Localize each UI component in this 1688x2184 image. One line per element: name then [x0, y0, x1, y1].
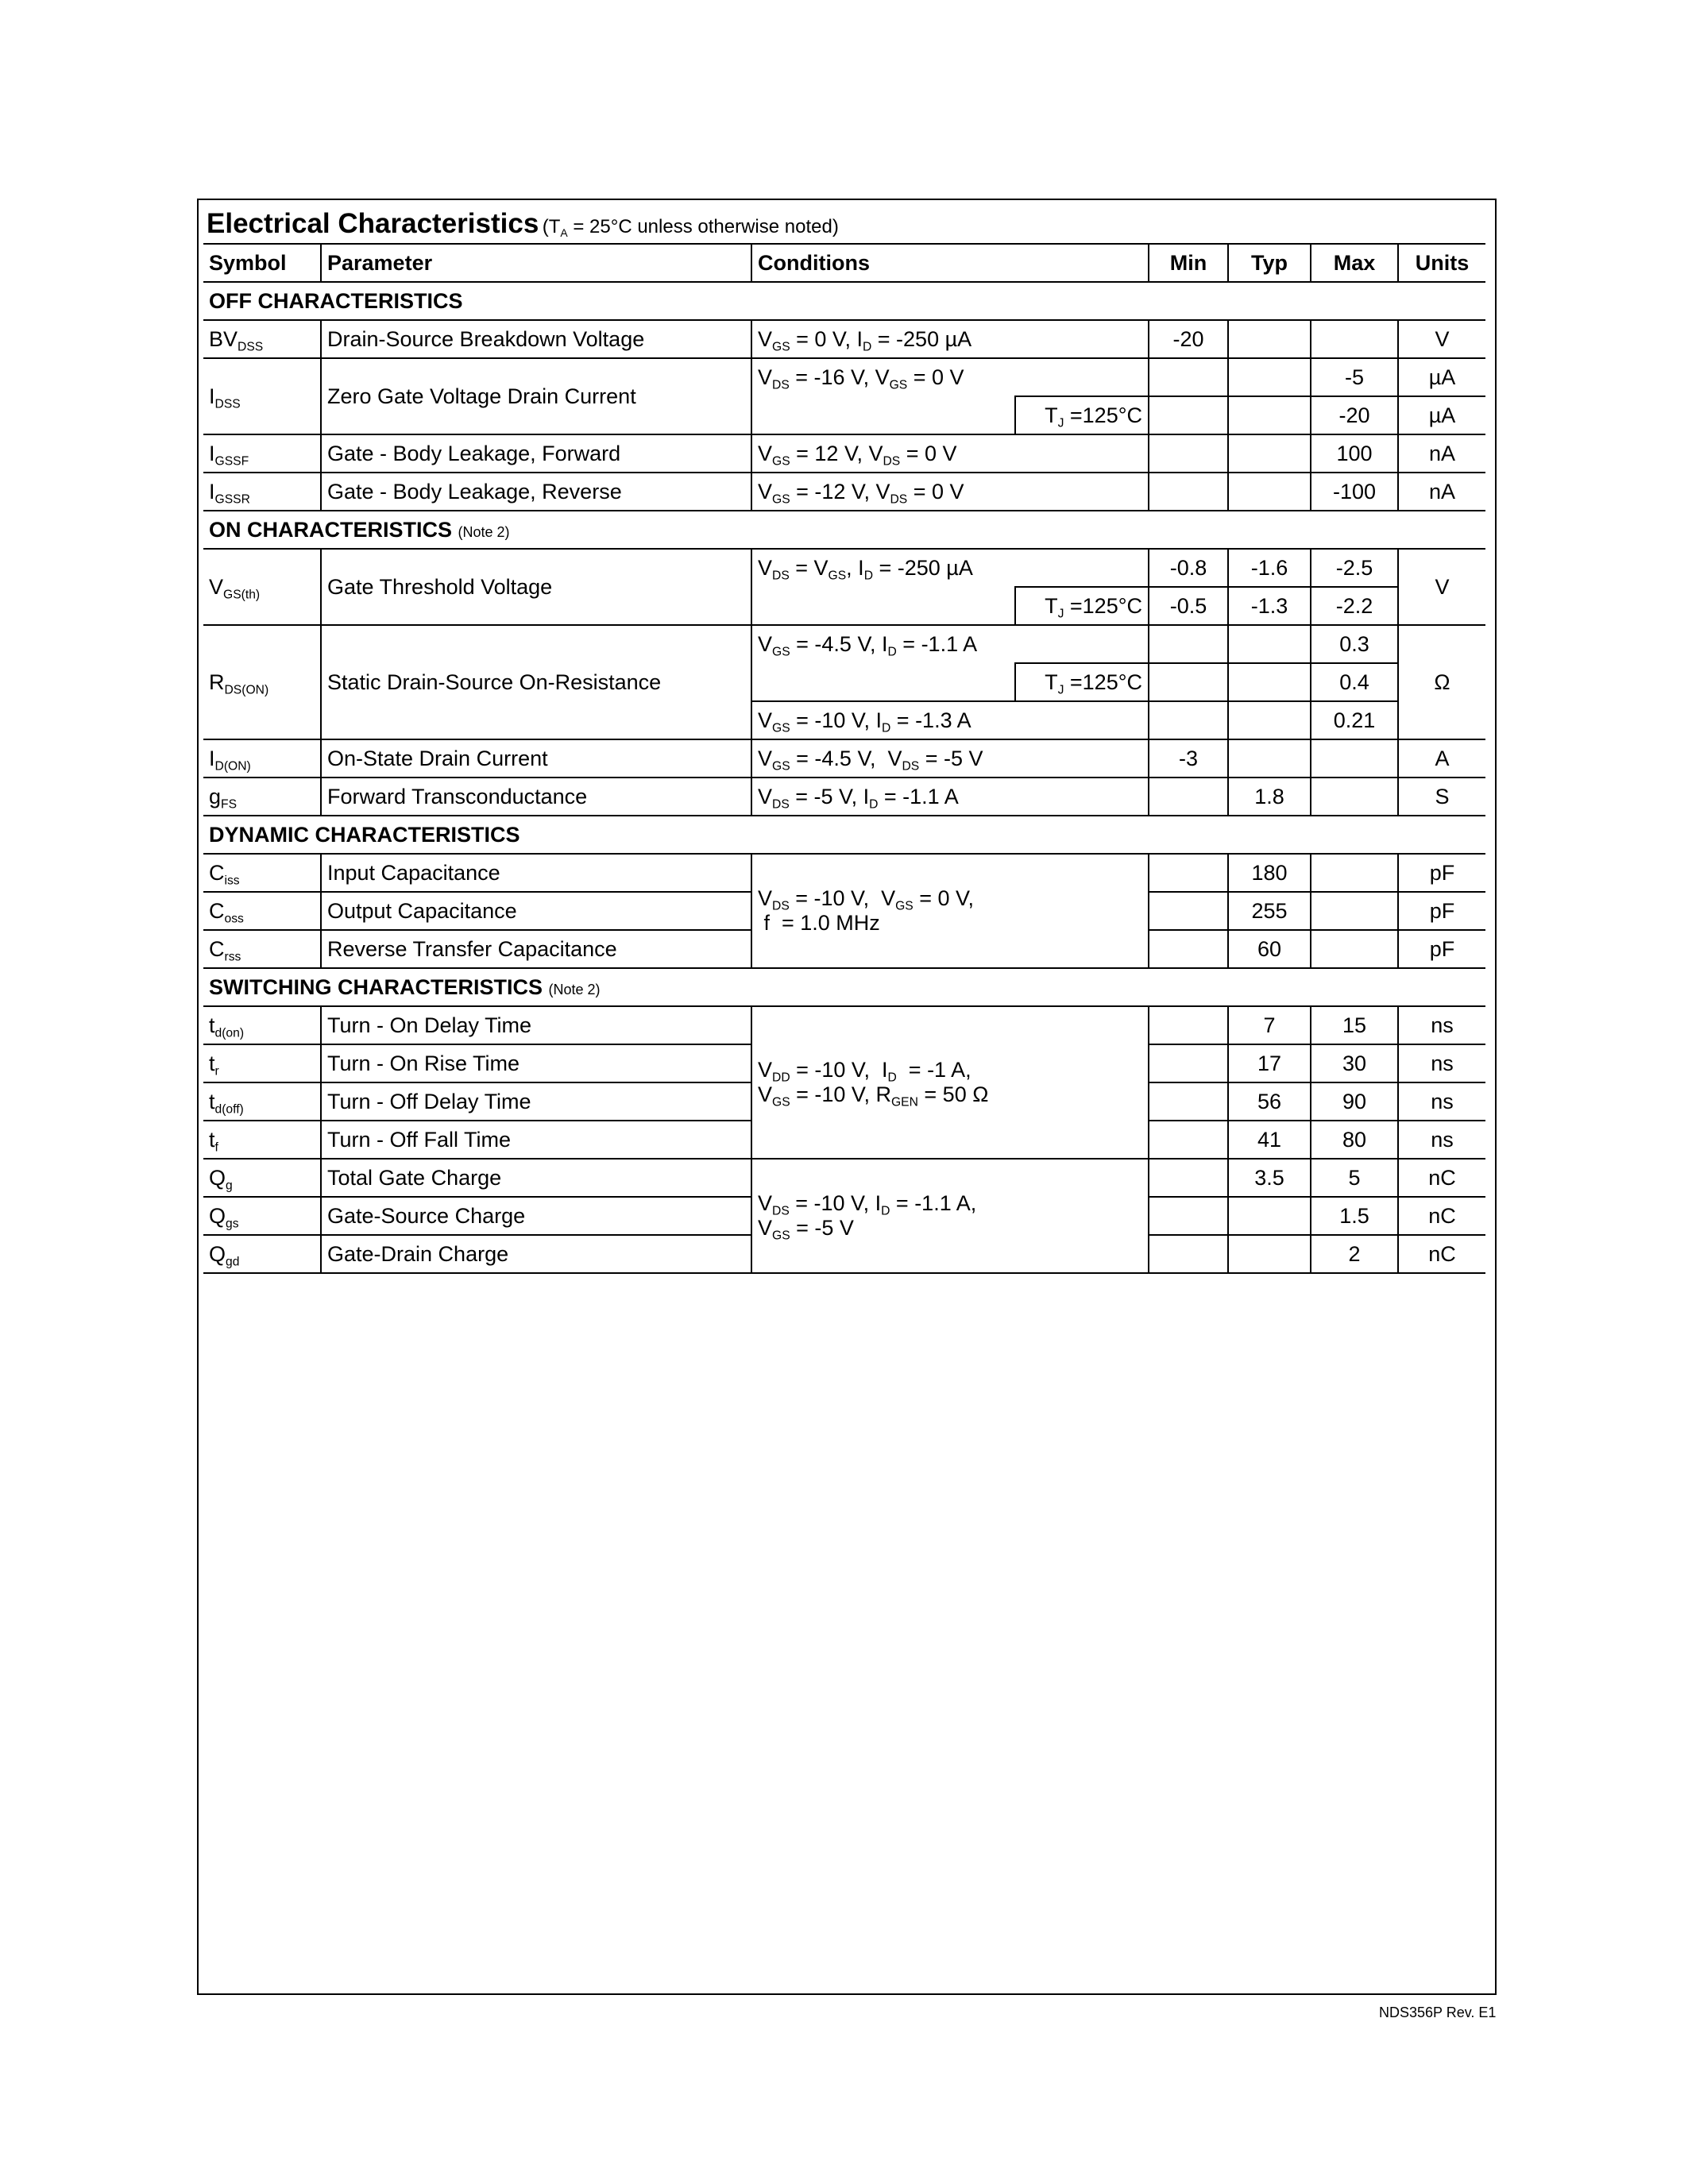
parameter-cell: Static Drain-Source On-Resistance — [321, 625, 751, 739]
symbol-cell: $C_{iss}$ — [203, 854, 321, 892]
min-cell — [1149, 892, 1228, 930]
units-cell: nA — [1398, 473, 1485, 511]
max-cell — [1311, 854, 1398, 892]
table-row — [203, 625, 1485, 663]
typ-cell: 180 — [1228, 854, 1311, 892]
parameter-cell: Gate Threshold Voltage — [321, 549, 751, 625]
symbol-cell: $t_r$ — [203, 1044, 321, 1082]
symbol-cell: $I_{D(ON)}$ — [203, 739, 321, 778]
table-row — [203, 1006, 1485, 1044]
conditions-cell: $V_{DS} = -10$ V, $I_D = -1.1$ A, $V_{GS} = -5$ V — [751, 1159, 1149, 1273]
section-row-switching — [203, 968, 1485, 1006]
parameter-cell: Gate - Body Leakage, Forward — [321, 434, 751, 473]
typ-cell: -1.6 — [1228, 549, 1311, 587]
parameter-cell: Gate-Source Charge — [321, 1197, 751, 1235]
symbol-cell: $V_{GS(th)}$ — [203, 549, 321, 625]
units-cell: V — [1398, 320, 1485, 358]
typ-cell — [1228, 434, 1311, 473]
symbol-cell: $t_f$ — [203, 1121, 321, 1159]
min-cell — [1149, 930, 1228, 968]
electrical-characteristics-table — [203, 243, 1485, 1274]
units-cell: pF — [1398, 930, 1485, 968]
table-row — [203, 1159, 1485, 1197]
max-cell: -20 — [1311, 396, 1398, 434]
section-label: ON CHARACTERISTICS (Note 2) — [203, 511, 1485, 549]
datasheet-frame — [197, 199, 1497, 1995]
units-cell: A — [1398, 739, 1485, 778]
min-cell — [1149, 1121, 1228, 1159]
typ-cell — [1228, 1197, 1311, 1235]
units-cell: nA — [1398, 434, 1485, 473]
conditions-cell: $V_{DS} = -16$ V, $V_{GS} = 0$ V — [751, 358, 1149, 396]
section-row-off — [203, 282, 1485, 320]
units-cell: µA — [1398, 358, 1485, 396]
typ-cell — [1228, 1235, 1311, 1273]
symbol-cell: $I_{GSSR}$ — [203, 473, 321, 511]
max-cell: 80 — [1311, 1121, 1398, 1159]
symbol-cell: $R_{DS(ON)}$ — [203, 625, 321, 739]
symbol-cell: $t_{d(off)}$ — [203, 1082, 321, 1121]
col-typ: Typ — [1228, 244, 1311, 282]
conditions-cell: $V_{DS} = -10$ V, $V_{GS} = 0$ V, f = 1.0 MHz — [751, 854, 1149, 968]
symbol-cell: $C_{oss}$ — [203, 892, 321, 930]
typ-cell: 1.8 — [1228, 778, 1311, 816]
min-cell — [1149, 1006, 1228, 1044]
min-cell: -20 — [1149, 320, 1228, 358]
symbol-cell: $C_{rss}$ — [203, 930, 321, 968]
table-row — [203, 434, 1485, 473]
table-row — [203, 549, 1485, 587]
section-label: SWITCHING CHARACTERISTICS (Note 2) — [203, 968, 1485, 1006]
units-cell: nC — [1398, 1159, 1485, 1197]
max-cell: -2.5 — [1311, 549, 1398, 587]
conditions-cell: $V_{DD} = -10$ V, $I_D = -1$ A, $V_{GS} = -10$ V, $R_{GEN} = 50$ Ω — [751, 1006, 1149, 1159]
typ-cell: -1.3 — [1228, 587, 1311, 625]
section-label: DYNAMIC CHARACTERISTICS — [203, 816, 1485, 854]
symbol-cell: $BV_{DSS}$ — [203, 320, 321, 358]
parameter-cell: Reverse Transfer Capacitance — [321, 930, 751, 968]
units-cell: ns — [1398, 1044, 1485, 1082]
units-cell: ns — [1398, 1121, 1485, 1159]
conditions-cell: $V_{GS} = -4.5$ V, $V_{DS} = -5$ V — [751, 739, 1149, 778]
max-cell: 1.5 — [1311, 1197, 1398, 1235]
table-row — [203, 739, 1485, 778]
symbol-cell: $Q_g$ — [203, 1159, 321, 1197]
table-row — [203, 320, 1485, 358]
typ-cell — [1228, 396, 1311, 434]
typ-cell — [1228, 739, 1311, 778]
typ-cell — [1228, 701, 1311, 739]
parameter-cell: Gate - Body Leakage, Reverse — [321, 473, 751, 511]
parameter-cell: Input Capacitance — [321, 854, 751, 892]
min-cell — [1149, 1235, 1228, 1273]
max-cell: 5 — [1311, 1159, 1398, 1197]
table-header-row — [203, 244, 1485, 282]
max-cell: -2.2 — [1311, 587, 1398, 625]
title-text: Electrical Characteristics — [207, 208, 539, 239]
max-cell: 2 — [1311, 1235, 1398, 1273]
max-cell — [1311, 778, 1398, 816]
table-row — [203, 778, 1485, 816]
conditions-cell: $V_{GS} = 0$ V, $I_D = -250$ µA — [751, 320, 1149, 358]
tj-condition-cell: $T_J =125^\circ C$ — [1015, 396, 1149, 434]
section-title — [207, 208, 839, 243]
typ-cell: 7 — [1228, 1006, 1311, 1044]
max-cell: 30 — [1311, 1044, 1398, 1082]
min-cell: -0.8 — [1149, 549, 1228, 587]
symbol-cell: $t_{d(on)}$ — [203, 1006, 321, 1044]
max-cell: 0.4 — [1311, 663, 1398, 701]
max-cell: 0.3 — [1311, 625, 1398, 663]
min-cell — [1149, 854, 1228, 892]
parameter-cell: Output Capacitance — [321, 892, 751, 930]
parameter-cell: Turn - On Rise Time — [321, 1044, 751, 1082]
min-cell — [1149, 473, 1228, 511]
max-cell — [1311, 739, 1398, 778]
typ-cell: 3.5 — [1228, 1159, 1311, 1197]
col-symbol: Symbol — [203, 244, 321, 282]
min-cell — [1149, 1197, 1228, 1235]
max-cell: 90 — [1311, 1082, 1398, 1121]
tj-condition-cell: $T_J =125^\circ C$ — [1015, 663, 1149, 701]
units-cell: pF — [1398, 854, 1485, 892]
min-cell: -0.5 — [1149, 587, 1228, 625]
symbol-cell: $I_{DSS}$ — [203, 358, 321, 434]
parameter-cell: Gate-Drain Charge — [321, 1235, 751, 1273]
min-cell — [1149, 396, 1228, 434]
symbol-cell: $I_{GSSF}$ — [203, 434, 321, 473]
typ-cell — [1228, 320, 1311, 358]
max-cell: 100 — [1311, 434, 1398, 473]
units-cell: pF — [1398, 892, 1485, 930]
conditions-cell: $V_{GS} = -12$ V, $V_{DS} = 0$ V — [751, 473, 1149, 511]
max-cell: 0.21 — [1311, 701, 1398, 739]
section-label: OFF CHARACTERISTICS — [203, 282, 1485, 320]
units-cell: nC — [1398, 1235, 1485, 1273]
min-cell — [1149, 625, 1228, 663]
conditions-cell: $V_{GS} = 12$ V, $V_{DS} = 0$ V — [751, 434, 1149, 473]
min-cell: -3 — [1149, 739, 1228, 778]
col-min: Min — [1149, 244, 1228, 282]
tj-condition-cell: $T_J =125^\circ C$ — [1015, 587, 1149, 625]
section-row-on — [203, 511, 1485, 549]
units-cell: Ω — [1398, 625, 1485, 739]
typ-cell: 255 — [1228, 892, 1311, 930]
document-revision: NDS356P Rev. E1 — [1379, 2005, 1497, 2020]
min-cell — [1149, 1159, 1228, 1197]
parameter-cell: Total Gate Charge — [321, 1159, 751, 1197]
parameter-cell: On-State Drain Current — [321, 739, 751, 778]
typ-cell — [1228, 625, 1311, 663]
parameter-cell: Turn - On Delay Time — [321, 1006, 751, 1044]
typ-cell: 17 — [1228, 1044, 1311, 1082]
parameter-cell: Drain-Source Breakdown Voltage — [321, 320, 751, 358]
table-row — [203, 473, 1485, 511]
max-cell — [1311, 892, 1398, 930]
max-cell — [1311, 930, 1398, 968]
col-parameter: Parameter — [321, 244, 751, 282]
units-cell: V — [1398, 549, 1485, 625]
min-cell — [1149, 1044, 1228, 1082]
conditions-spacer — [751, 396, 1015, 434]
conditions-cell: $V_{DS} = -5$ V, $I_D = -1.1$ A — [751, 778, 1149, 816]
min-cell — [1149, 778, 1228, 816]
units-cell: ns — [1398, 1006, 1485, 1044]
typ-cell — [1228, 473, 1311, 511]
min-cell — [1149, 358, 1228, 396]
units-cell: S — [1398, 778, 1485, 816]
units-cell: ns — [1398, 1082, 1485, 1121]
min-cell — [1149, 663, 1228, 701]
units-cell: nC — [1398, 1197, 1485, 1235]
max-cell: 15 — [1311, 1006, 1398, 1044]
max-cell: -100 — [1311, 473, 1398, 511]
symbol-cell: $Q_{gs}$ — [203, 1197, 321, 1235]
conditions-spacer — [751, 587, 1015, 625]
typ-cell — [1228, 358, 1311, 396]
section-row-dynamic — [203, 816, 1485, 854]
parameter-cell: Turn - Off Delay Time — [321, 1082, 751, 1121]
col-conditions: Conditions — [751, 244, 1149, 282]
typ-cell: 60 — [1228, 930, 1311, 968]
conditions-cell: $V_{DS} = V_{GS}$, $I_D = -250$ µA — [751, 549, 1149, 587]
conditions-spacer — [751, 663, 1015, 701]
parameter-cell: Forward Transconductance — [321, 778, 751, 816]
conditions-cell: $V_{GS} = -4.5$ V, $I_D = -1.1$ A — [751, 625, 1149, 663]
col-max: Max — [1311, 244, 1398, 282]
typ-cell: 41 — [1228, 1121, 1311, 1159]
min-cell — [1149, 1082, 1228, 1121]
min-cell — [1149, 434, 1228, 473]
max-cell: -5 — [1311, 358, 1398, 396]
parameter-cell: Zero Gate Voltage Drain Current — [321, 358, 751, 434]
max-cell — [1311, 320, 1398, 358]
conditions-cell: $V_{GS} = -10$ V, $I_D = -1.3$ A — [751, 701, 1149, 739]
title-condition-note: ($T_A = 25^\circ C$ unless otherwise noted) — [542, 216, 839, 239]
parameter-cell: Turn - Off Fall Time — [321, 1121, 751, 1159]
units-cell: µA — [1398, 396, 1485, 434]
typ-cell — [1228, 663, 1311, 701]
symbol-cell: $g_{FS}$ — [203, 778, 321, 816]
typ-cell: 56 — [1228, 1082, 1311, 1121]
min-cell — [1149, 701, 1228, 739]
symbol-cell: $Q_{gd}$ — [203, 1235, 321, 1273]
table-row — [203, 358, 1485, 396]
col-units: Units — [1398, 244, 1485, 282]
table-row — [203, 854, 1485, 892]
